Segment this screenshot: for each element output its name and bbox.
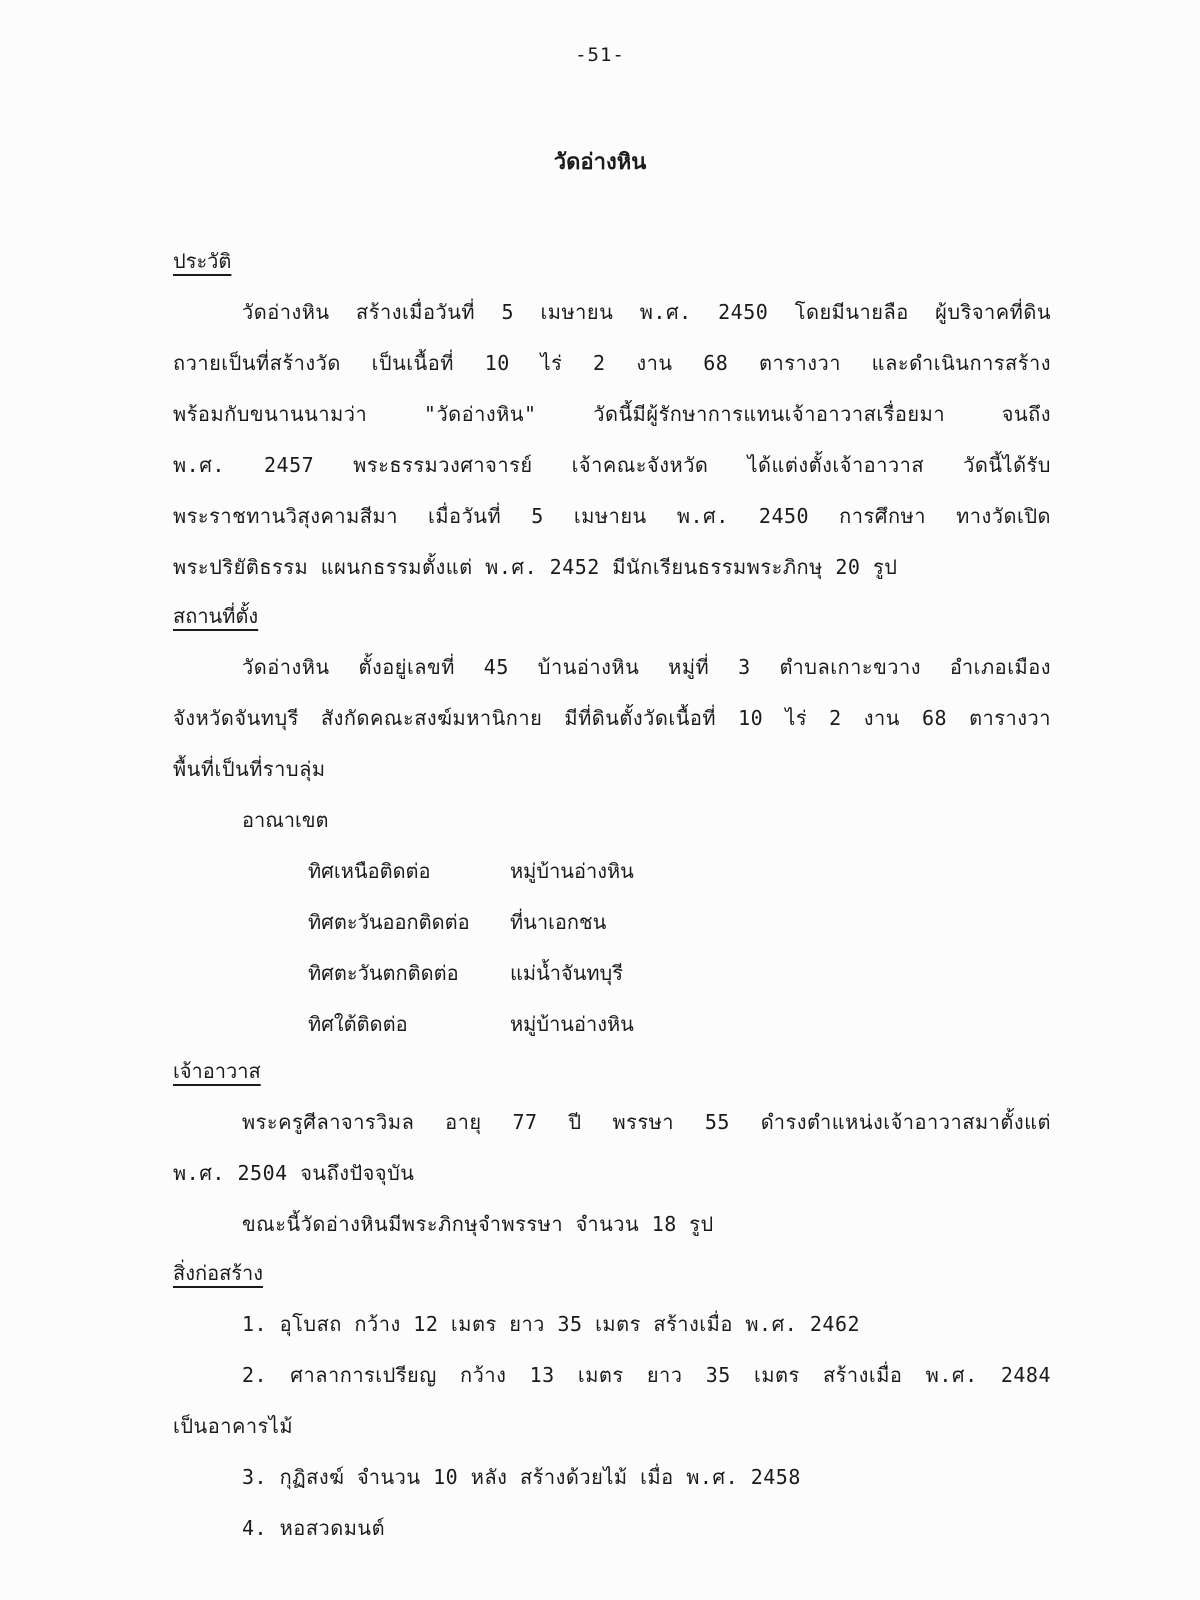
section-heading-abbot: เจ้าอาวาส	[173, 1059, 261, 1083]
building-item: 4. หอสวดมนต์	[242, 1516, 386, 1540]
building-item-continuation: เป็นอาคารไม้	[173, 1414, 294, 1438]
page-number: -51-	[575, 44, 625, 66]
paragraph-line: พ.ศ. 2504 จนถึงปัจจุบัน	[173, 1161, 415, 1185]
paragraph-line: ขณะนี้วัดอ่างหินมีพระภิกษุจำพรรษา จำนวน 18 รูป	[242, 1212, 714, 1236]
boundary-direction: ทิศใต้ติดต่อ	[308, 1012, 408, 1036]
boundary-direction: ทิศตะวันตกติดต่อ	[308, 961, 459, 985]
building-item: 3. กุฏิสงฆ์ จำนวน 10 หลัง สร้างด้วยไม้ เมื่อ พ.ศ. 2458	[242, 1465, 801, 1489]
paragraph-line: พระปริยัติธรรม แผนกธรรมตั้งแต่ พ.ศ. 2452 มีนักเรียนธรรมพระภิกษุ 20 รูป	[173, 555, 898, 579]
paragraph-line: พร้อมกับขนานนามว่า "วัดอ่างหิน" วัดนี้มีผู้รักษาการแทนเจ้าอาวาสเรื่อยมา จนถึง	[173, 402, 1051, 426]
boundary-direction: ทิศตะวันออกติดต่อ	[308, 910, 470, 934]
section-heading-location: สถานที่ตั้ง	[173, 604, 259, 628]
paragraph-line: วัดอ่างหิน ตั้งอยู่เลขที่ 45 บ้านอ่างหิน หมู่ที่ 3 ตำบลเกาะขวาง อำเภอเมือง	[242, 655, 1051, 679]
paragraph-line: พระครูศีลาจารวิมล อายุ 77 ปี พรรษา 55 ดำรงตำแหน่งเจ้าอาวาสมาตั้งแต่	[242, 1110, 1051, 1134]
paragraph-line: พื้นที่เป็นที่ราบลุ่ม	[173, 757, 326, 781]
boundary-label: อาณาเขต	[242, 808, 329, 832]
paragraph-line: พระราชทานวิสุงคามสีมา เมื่อวันที่ 5 เมษายน พ.ศ. 2450 การศึกษา ทางวัดเปิด	[173, 504, 1051, 528]
boundary-value: หมู่บ้านอ่างหิน	[510, 1012, 634, 1036]
section-heading-history: ประวัติ	[173, 249, 232, 273]
paragraph-line: พ.ศ. 2457 พระธรรมวงศาจารย์ เจ้าคณะจังหวัด ได้แต่งตั้งเจ้าอาวาส วัดนี้ได้รับ	[173, 453, 1051, 477]
building-item: 2. ศาลาการเปรียญ กว้าง 13 เมตร ยาว 35 เมตร สร้างเมื่อ พ.ศ. 2484	[242, 1363, 1051, 1387]
boundary-value: ที่นาเอกชน	[510, 910, 607, 934]
boundary-direction: ทิศเหนือติดต่อ	[308, 859, 431, 883]
building-item: 1. อุโบสถ กว้าง 12 เมตร ยาว 35 เมตร สร้างเมื่อ พ.ศ. 2462	[242, 1312, 861, 1336]
paragraph-line: ถวายเป็นที่สร้างวัด เป็นเนื้อที่ 10 ไร่ 2 งาน 68 ตารางวา และดำเนินการสร้าง	[173, 351, 1051, 375]
boundary-value: หมู่บ้านอ่างหิน	[510, 859, 634, 883]
page-title: วัดอ่างหิน	[553, 150, 647, 175]
boundary-value: แม่น้ำจันทบุรี	[510, 961, 623, 985]
paragraph-line: จังหวัดจันทบุรี สังกัดคณะสงฆ์มหานิกาย มีที่ดินตั้งวัดเนื้อที่ 10 ไร่ 2 งาน 68 ตารางวา	[173, 706, 1051, 730]
section-heading-buildings: สิ่งก่อสร้าง	[173, 1261, 264, 1285]
paragraph-line: วัดอ่างหิน สร้างเมื่อวันที่ 5 เมษายน พ.ศ. 2450 โดยมีนายลือ ผู้บริจาคที่ดิน	[242, 300, 1051, 324]
